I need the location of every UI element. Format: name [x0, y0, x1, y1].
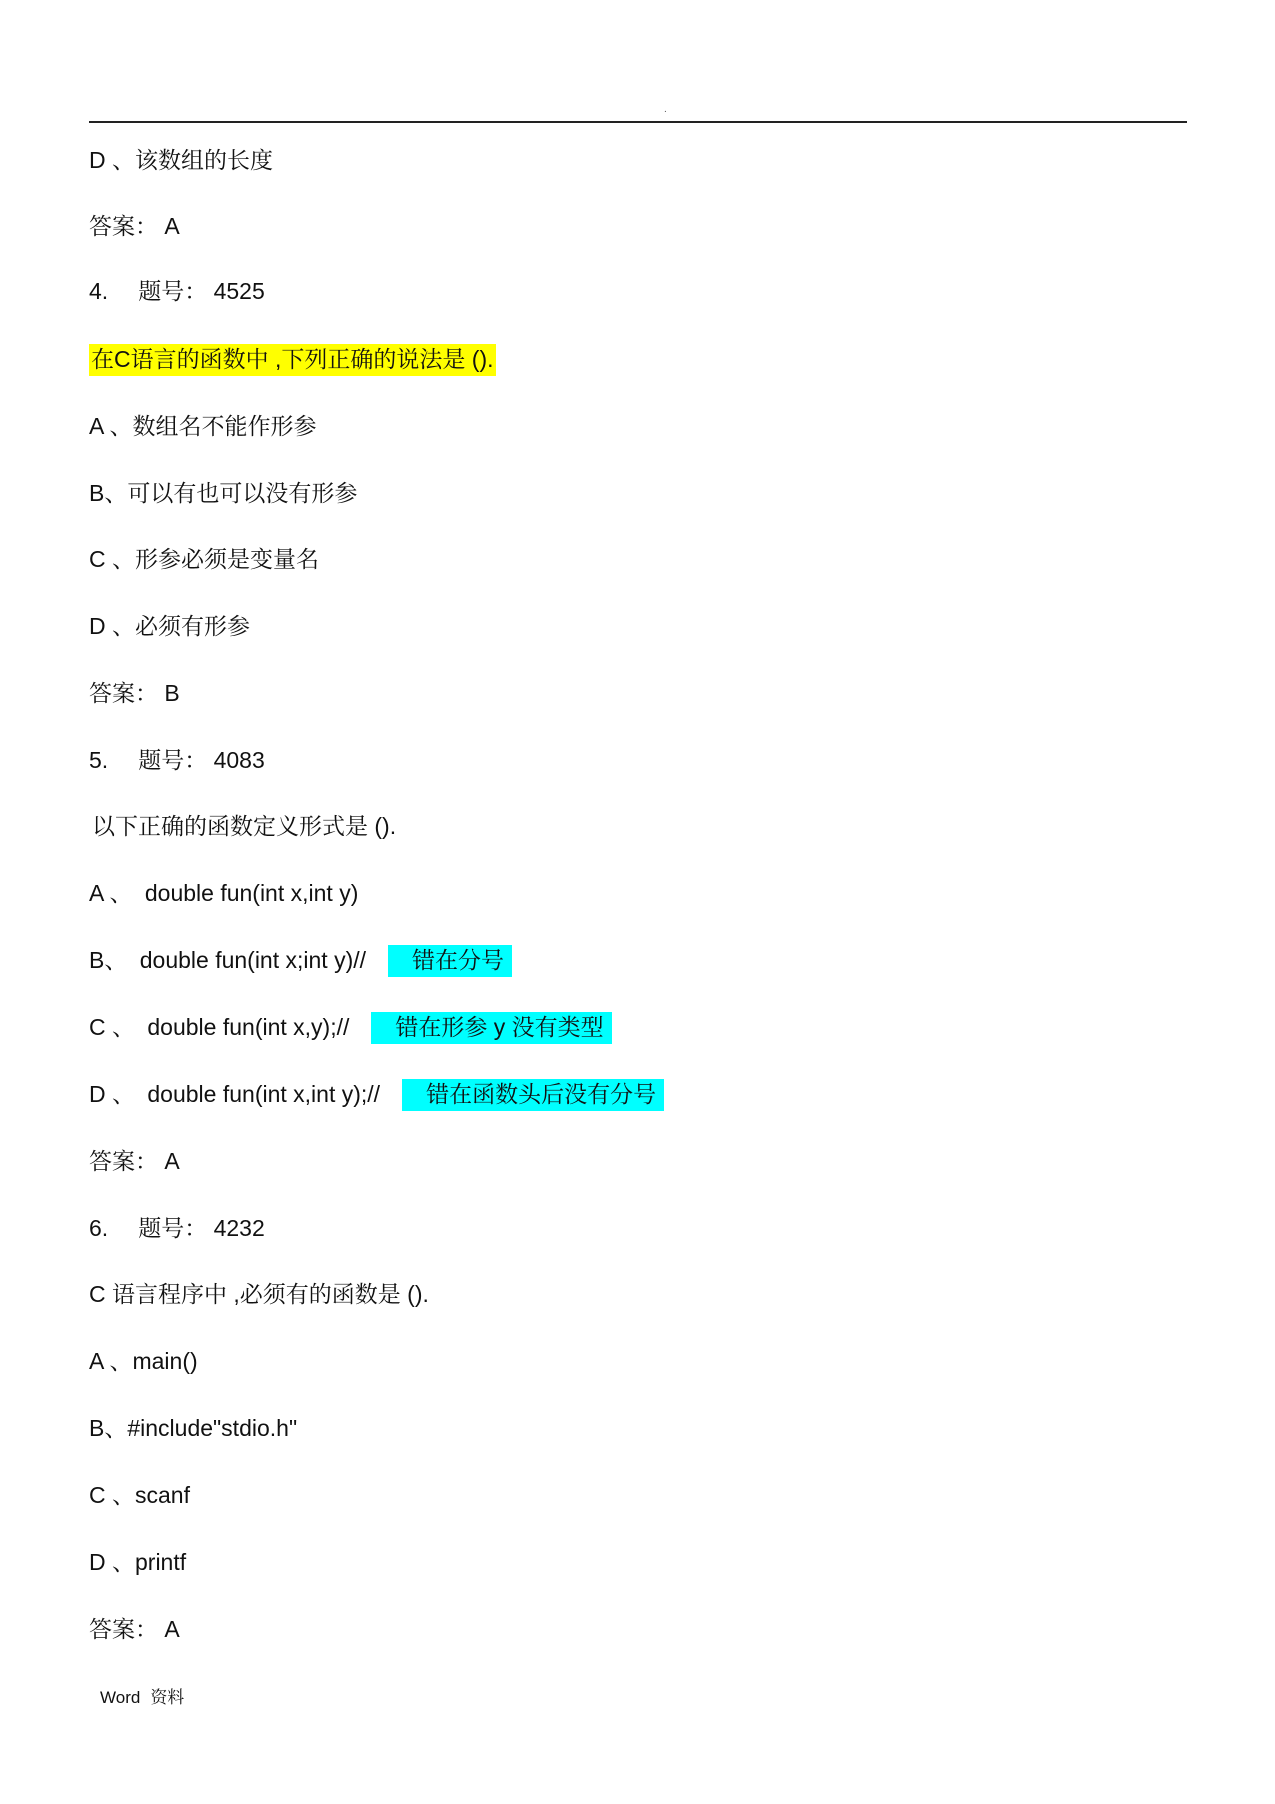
option-label: C 、 — [89, 1014, 135, 1040]
option-text: 数组名不能作形参 — [132, 413, 317, 439]
q4-option-c — [89, 544, 319, 574]
option-label: C 、 — [89, 1482, 135, 1508]
q6-option-d — [89, 1547, 186, 1577]
option-code: double fun(int x;int y)// — [139, 947, 367, 973]
question-id-label: 题号： — [138, 1215, 208, 1241]
q3-answer — [89, 211, 180, 241]
q4-stem — [89, 344, 496, 374]
question-id: 4083 — [213, 747, 265, 773]
q5-option-b — [89, 945, 512, 975]
option-text: 该数组的长度 — [135, 147, 273, 173]
highlighted-note: 错在分号 — [388, 945, 512, 977]
footer-label: 资料 — [150, 1688, 185, 1707]
option-label: C 、 — [89, 546, 135, 572]
option-code: double fun(int x,int y);// — [147, 1081, 381, 1107]
question-id-label: 题号： — [138, 278, 208, 304]
option-label: D 、 — [89, 1549, 135, 1575]
option-label: A 、 — [89, 880, 133, 906]
q4-option-b — [89, 478, 357, 508]
footer-word: Word — [100, 1688, 141, 1707]
q5-stem — [92, 811, 396, 841]
question-id: 4525 — [213, 278, 265, 304]
q5-heading — [89, 745, 265, 775]
question-number: 6. — [89, 1215, 109, 1241]
highlighted-note: 错在函数头后没有分号 — [402, 1079, 664, 1111]
q5-option-a — [89, 878, 358, 908]
question-number: 4. — [89, 278, 109, 304]
option-text: 必须有形参 — [135, 613, 250, 639]
highlighted-stem: 在C语言的函数中 ,下列正确的说法是 (). — [89, 344, 496, 376]
header-rule — [89, 121, 1187, 123]
answer-value: A — [164, 1616, 180, 1642]
option-text: printf — [135, 1549, 187, 1575]
page-footer — [100, 1683, 184, 1708]
answer-label: 答案： — [89, 213, 158, 239]
option-text: 形参必须是变量名 — [135, 546, 319, 572]
q4-option-d — [89, 611, 250, 641]
q6-heading — [89, 1213, 265, 1243]
option-label: B、 — [89, 947, 128, 973]
q4-answer — [89, 678, 180, 708]
q3-option-d — [89, 145, 273, 175]
q4-heading — [89, 276, 265, 306]
header-mark: . — [664, 104, 667, 115]
option-label: D 、 — [89, 147, 135, 173]
q5-option-d — [89, 1079, 664, 1109]
option-text: #include"stdio.h" — [127, 1415, 298, 1441]
option-text: scanf — [135, 1482, 190, 1508]
answer-value: B — [164, 680, 180, 706]
answer-label: 答案： — [89, 1616, 158, 1642]
question-stem: 以下正确的函数定义形式是 (). — [92, 813, 397, 839]
option-label: A 、 — [89, 413, 133, 439]
q6-option-a — [89, 1346, 198, 1376]
answer-value: A — [164, 213, 180, 239]
q6-answer — [89, 1614, 180, 1644]
q5-answer — [89, 1146, 180, 1176]
answer-label: 答案： — [89, 1148, 158, 1174]
question-id-label: 题号： — [138, 747, 208, 773]
option-text: main() — [132, 1348, 198, 1374]
option-label: D 、 — [89, 613, 135, 639]
q4-option-a — [89, 411, 316, 441]
option-code: double fun(int x,int y) — [144, 880, 359, 906]
answer-label: 答案： — [89, 680, 158, 706]
option-label: D 、 — [89, 1081, 135, 1107]
answer-value: A — [164, 1148, 180, 1174]
highlighted-note: 错在形参 y 没有类型 — [371, 1012, 611, 1044]
q6-stem — [89, 1279, 429, 1309]
question-stem: C 语言程序中 ,必须有的函数是 (). — [89, 1281, 429, 1307]
q5-option-c — [89, 1012, 612, 1042]
option-code: double fun(int x,y);// — [147, 1014, 350, 1040]
q6-option-b — [89, 1413, 297, 1443]
option-label: B、 — [89, 1415, 128, 1441]
option-text: 可以有也可以没有形参 — [127, 480, 358, 506]
question-id: 4232 — [213, 1215, 265, 1241]
q6-option-c — [89, 1480, 190, 1510]
question-number: 5. — [89, 747, 109, 773]
option-label: A 、 — [89, 1348, 133, 1374]
option-label: B、 — [89, 480, 128, 506]
